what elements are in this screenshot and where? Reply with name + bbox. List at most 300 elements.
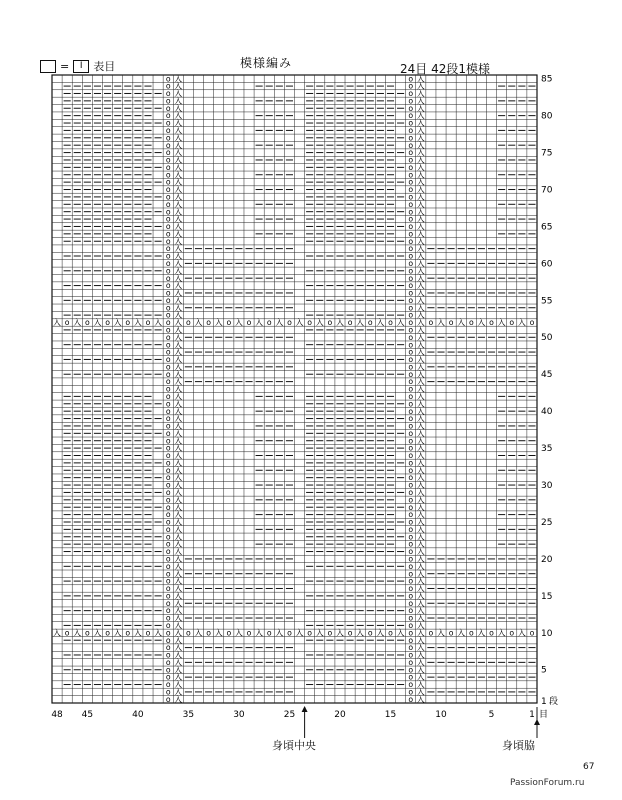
row-number: 30 bbox=[541, 481, 553, 492]
decrease-symbol: o bbox=[165, 103, 171, 113]
decrease-symbol: 入 bbox=[457, 628, 466, 638]
decrease-symbol: 入 bbox=[416, 214, 425, 224]
decrease-symbol: o bbox=[529, 318, 535, 328]
decrease-symbol: 入 bbox=[416, 502, 425, 512]
decrease-symbol: o bbox=[165, 584, 171, 594]
decrease-symbol: o bbox=[165, 643, 171, 653]
decrease-symbol: o bbox=[468, 318, 474, 328]
decrease-symbol: 入 bbox=[174, 465, 183, 475]
decrease-symbol: o bbox=[408, 273, 414, 283]
decrease-symbol: 入 bbox=[416, 414, 425, 424]
decrease-symbol: 入 bbox=[174, 539, 183, 549]
decrease-symbol: o bbox=[408, 584, 414, 594]
decrease-symbol: 入 bbox=[174, 288, 183, 298]
decrease-symbol: o bbox=[165, 591, 171, 601]
decrease-symbol: 入 bbox=[174, 318, 183, 328]
decrease-symbol: 入 bbox=[416, 377, 425, 387]
decrease-symbol: o bbox=[408, 347, 414, 357]
decrease-symbol: 入 bbox=[174, 236, 183, 246]
decrease-symbol: 入 bbox=[416, 554, 425, 564]
decrease-symbol: o bbox=[165, 310, 171, 320]
decrease-symbol: o bbox=[165, 524, 171, 534]
decrease-symbol: 入 bbox=[416, 458, 425, 468]
decrease-symbol: 入 bbox=[174, 650, 183, 660]
stitch-number: 20 bbox=[334, 710, 346, 720]
decrease-symbol: 入 bbox=[517, 628, 526, 638]
decrease-symbol: o bbox=[165, 199, 171, 209]
row-number: 10 bbox=[541, 628, 553, 639]
decrease-symbol: o bbox=[105, 628, 110, 638]
decrease-symbol: 入 bbox=[416, 635, 425, 645]
decrease-symbol: o bbox=[165, 258, 171, 268]
decrease-symbol: o bbox=[408, 318, 414, 328]
decrease-symbol: o bbox=[428, 318, 434, 328]
decrease-symbol: o bbox=[105, 318, 110, 328]
decrease-symbol: o bbox=[388, 628, 393, 638]
decrease-symbol: o bbox=[165, 473, 171, 483]
decrease-symbol: 入 bbox=[134, 628, 142, 638]
decrease-symbol: o bbox=[165, 111, 171, 121]
decrease-symbol: o bbox=[165, 325, 171, 335]
decrease-symbol: o bbox=[408, 362, 414, 372]
stitch-number: 30 bbox=[233, 710, 245, 720]
decrease-symbol: 入 bbox=[416, 391, 425, 401]
decrease-symbol: 入 bbox=[416, 488, 425, 498]
decrease-symbol: 入 bbox=[174, 103, 183, 113]
decrease-symbol: o bbox=[165, 406, 171, 416]
decrease-symbol: o bbox=[165, 436, 171, 446]
row-number: 75 bbox=[541, 148, 553, 159]
decrease-symbol: o bbox=[408, 598, 414, 608]
decrease-symbol: 入 bbox=[416, 81, 425, 91]
decrease-symbol: 入 bbox=[174, 81, 183, 91]
row-number: 40 bbox=[541, 407, 553, 418]
decrease-symbol: o bbox=[186, 318, 191, 328]
decrease-symbol: 入 bbox=[174, 524, 183, 534]
decrease-symbol: o bbox=[408, 310, 414, 320]
row-number: 85 bbox=[541, 74, 553, 85]
decrease-symbol: 入 bbox=[174, 569, 183, 579]
decrease-symbol: 入 bbox=[275, 318, 284, 328]
decrease-symbol: 入 bbox=[174, 244, 183, 254]
decrease-symbol: 入 bbox=[416, 244, 425, 254]
decrease-symbol: 入 bbox=[416, 576, 425, 586]
chart-subtitle: 24目 42段1模様 bbox=[400, 62, 490, 76]
decrease-symbol: 入 bbox=[336, 318, 344, 328]
decrease-symbol: 入 bbox=[416, 103, 425, 113]
decrease-symbol: 入 bbox=[174, 657, 183, 667]
row-number: 45 bbox=[541, 370, 553, 381]
decrease-symbol: 入 bbox=[477, 628, 486, 638]
decrease-symbol: 入 bbox=[416, 569, 425, 579]
stitch-number: 10 bbox=[435, 710, 447, 720]
row-unit: 段 bbox=[549, 697, 559, 707]
decrease-symbol: o bbox=[165, 635, 171, 645]
decrease-symbol: o bbox=[165, 561, 171, 571]
decrease-symbol: o bbox=[408, 672, 414, 682]
decrease-symbol: 入 bbox=[416, 140, 425, 150]
stitch-unit: 目 bbox=[539, 710, 549, 720]
watermark: PassionForum.ru bbox=[510, 778, 585, 788]
decrease-symbol: o bbox=[408, 155, 414, 165]
decrease-symbol: 入 bbox=[416, 89, 425, 99]
decrease-symbol: o bbox=[408, 680, 414, 690]
decrease-symbol: 入 bbox=[416, 148, 425, 158]
decrease-symbol: 入 bbox=[174, 421, 183, 431]
decrease-symbol: o bbox=[165, 414, 171, 424]
decrease-symbol: 入 bbox=[93, 628, 102, 638]
decrease-symbol: 入 bbox=[295, 628, 304, 638]
decrease-symbol: o bbox=[408, 613, 414, 623]
decrease-symbol: o bbox=[165, 480, 171, 490]
decrease-symbol: 入 bbox=[174, 687, 183, 697]
decrease-symbol: 入 bbox=[174, 598, 183, 608]
decrease-symbol: 入 bbox=[416, 288, 425, 298]
decrease-symbol: 入 bbox=[174, 473, 183, 483]
decrease-symbol: 入 bbox=[174, 399, 183, 409]
decrease-symbol: 入 bbox=[174, 384, 183, 394]
decrease-symbol: 入 bbox=[416, 680, 425, 690]
decrease-symbol: o bbox=[408, 303, 414, 313]
decrease-symbol: 入 bbox=[315, 318, 324, 328]
decrease-symbol: o bbox=[165, 369, 171, 379]
decrease-symbol: o bbox=[64, 318, 70, 328]
decrease-symbol: o bbox=[165, 125, 171, 135]
decrease-symbol: o bbox=[408, 480, 414, 490]
decrease-symbol: o bbox=[165, 318, 171, 328]
row-number: 80 bbox=[541, 111, 553, 122]
decrease-symbol: 入 bbox=[174, 125, 183, 135]
decrease-symbol: o bbox=[408, 495, 414, 505]
decrease-symbol: o bbox=[408, 406, 414, 416]
decrease-symbol: 入 bbox=[275, 628, 284, 638]
decrease-symbol: o bbox=[165, 569, 171, 579]
decrease-symbol: o bbox=[165, 428, 171, 438]
decrease-symbol: 入 bbox=[73, 628, 82, 638]
decrease-symbol: o bbox=[408, 451, 414, 461]
decrease-symbol: o bbox=[165, 687, 171, 697]
decrease-symbol: o bbox=[408, 510, 414, 520]
decrease-symbol: o bbox=[509, 318, 515, 328]
decrease-symbol: o bbox=[408, 214, 414, 224]
decrease-symbol: 入 bbox=[517, 318, 526, 328]
decrease-symbol: o bbox=[145, 628, 151, 638]
decrease-symbol: o bbox=[165, 665, 171, 675]
decrease-symbol: o bbox=[266, 318, 272, 328]
decrease-symbol: 入 bbox=[174, 635, 183, 645]
decrease-symbol: o bbox=[448, 628, 454, 638]
row-number: 1 bbox=[541, 697, 547, 707]
decrease-symbol: o bbox=[165, 539, 171, 549]
decrease-symbol: 入 bbox=[53, 318, 61, 328]
decrease-symbol: 入 bbox=[416, 222, 425, 232]
decrease-symbol: o bbox=[165, 598, 171, 608]
decrease-symbol: o bbox=[165, 347, 171, 357]
decrease-symbol: o bbox=[64, 628, 70, 638]
decrease-symbol: 入 bbox=[174, 391, 183, 401]
decrease-symbol: o bbox=[165, 148, 171, 158]
decrease-symbol: o bbox=[408, 244, 414, 254]
decrease-symbol: o bbox=[246, 318, 252, 328]
decrease-symbol: 入 bbox=[174, 74, 183, 84]
stitch-number: 1 bbox=[529, 710, 535, 720]
decrease-symbol: 入 bbox=[174, 680, 183, 690]
decrease-symbol: o bbox=[428, 628, 434, 638]
decrease-symbol: o bbox=[165, 155, 171, 165]
decrease-symbol: o bbox=[408, 111, 414, 121]
decrease-symbol: o bbox=[165, 185, 171, 195]
decrease-symbol: o bbox=[408, 606, 414, 616]
decrease-symbol: 入 bbox=[174, 621, 183, 631]
decrease-symbol: 入 bbox=[416, 133, 425, 143]
decrease-symbol: 入 bbox=[174, 613, 183, 623]
decrease-symbol: o bbox=[408, 436, 414, 446]
decrease-symbol: 入 bbox=[174, 480, 183, 490]
decrease-symbol: 入 bbox=[416, 96, 425, 106]
decrease-symbol: o bbox=[165, 266, 171, 276]
decrease-symbol: o bbox=[165, 162, 171, 172]
row-number: 55 bbox=[541, 296, 553, 307]
decrease-symbol: 入 bbox=[416, 621, 425, 631]
decrease-symbol: 入 bbox=[437, 628, 445, 638]
decrease-symbol: o bbox=[165, 377, 171, 387]
decrease-symbol: o bbox=[165, 118, 171, 128]
decrease-symbol: 入 bbox=[174, 510, 183, 520]
decrease-symbol: 入 bbox=[416, 281, 425, 291]
decrease-symbol: o bbox=[165, 532, 171, 542]
decrease-symbol: 入 bbox=[416, 347, 425, 357]
decrease-symbol: o bbox=[165, 606, 171, 616]
decrease-symbol: o bbox=[246, 628, 252, 638]
decrease-symbol: o bbox=[408, 473, 414, 483]
decrease-symbol: o bbox=[165, 680, 171, 690]
decrease-symbol: 入 bbox=[174, 281, 183, 291]
decrease-symbol: 入 bbox=[174, 576, 183, 586]
decrease-symbol: 入 bbox=[174, 133, 183, 143]
decrease-symbol: 入 bbox=[416, 473, 425, 483]
decrease-symbol: 入 bbox=[174, 199, 183, 209]
decrease-symbol: 入 bbox=[416, 606, 425, 616]
decrease-symbol: o bbox=[408, 185, 414, 195]
decrease-symbol: 入 bbox=[416, 495, 425, 505]
decrease-symbol: o bbox=[367, 628, 373, 638]
decrease-symbol: o bbox=[226, 318, 232, 328]
decrease-symbol: 入 bbox=[174, 303, 183, 313]
decrease-symbol: o bbox=[165, 362, 171, 372]
decrease-symbol: 入 bbox=[416, 273, 425, 283]
decrease-symbol: o bbox=[408, 377, 414, 387]
decrease-symbol: 入 bbox=[174, 214, 183, 224]
decrease-symbol: o bbox=[408, 488, 414, 498]
decrease-symbol: o bbox=[408, 325, 414, 335]
decrease-symbol: o bbox=[408, 89, 414, 99]
row-number: 35 bbox=[541, 444, 553, 455]
decrease-symbol: o bbox=[186, 628, 191, 638]
decrease-symbol: 入 bbox=[255, 628, 264, 638]
decrease-symbol: o bbox=[408, 524, 414, 534]
decrease-symbol: o bbox=[408, 192, 414, 202]
decrease-symbol: 入 bbox=[174, 502, 183, 512]
decrease-symbol: 入 bbox=[416, 443, 425, 453]
decrease-symbol: 入 bbox=[416, 325, 425, 335]
decrease-symbol: 入 bbox=[416, 428, 425, 438]
decrease-symbol: 入 bbox=[416, 687, 425, 697]
decrease-symbol: o bbox=[408, 414, 414, 424]
decrease-symbol: 入 bbox=[214, 318, 223, 328]
decrease-symbol: 入 bbox=[416, 399, 425, 409]
decrease-symbol: 入 bbox=[174, 694, 183, 704]
decrease-symbol: 入 bbox=[416, 628, 425, 638]
decrease-symbol: 入 bbox=[416, 672, 425, 682]
decrease-symbol: 入 bbox=[416, 657, 425, 667]
decrease-symbol: o bbox=[408, 561, 414, 571]
side-label: 身頃脇 bbox=[502, 739, 535, 752]
decrease-symbol: o bbox=[84, 628, 90, 638]
decrease-symbol: 入 bbox=[174, 488, 183, 498]
row-number: 15 bbox=[541, 591, 553, 602]
decrease-symbol: o bbox=[408, 229, 414, 239]
decrease-symbol: o bbox=[408, 458, 414, 468]
decrease-symbol: 入 bbox=[416, 362, 425, 372]
decrease-symbol: 入 bbox=[315, 628, 324, 638]
decrease-symbol: o bbox=[165, 517, 171, 527]
decrease-symbol: 入 bbox=[416, 510, 425, 520]
decrease-symbol: 入 bbox=[416, 539, 425, 549]
decrease-symbol: 入 bbox=[174, 89, 183, 99]
decrease-symbol: o bbox=[165, 273, 171, 283]
decrease-symbol: 入 bbox=[174, 185, 183, 195]
decrease-symbol: o bbox=[165, 89, 171, 99]
decrease-symbol: 入 bbox=[255, 318, 264, 328]
decrease-symbol: o bbox=[408, 628, 414, 638]
decrease-symbol: 入 bbox=[174, 118, 183, 128]
decrease-symbol: o bbox=[408, 428, 414, 438]
decrease-symbol: 入 bbox=[174, 665, 183, 675]
stitch-number: 35 bbox=[182, 710, 195, 720]
decrease-symbol: o bbox=[125, 318, 131, 328]
decrease-symbol: o bbox=[388, 318, 393, 328]
decrease-symbol: o bbox=[408, 517, 414, 527]
decrease-symbol: o bbox=[448, 318, 454, 328]
decrease-symbol: o bbox=[408, 281, 414, 291]
decrease-symbol: 入 bbox=[174, 207, 183, 217]
decrease-symbol: o bbox=[165, 355, 171, 365]
decrease-symbol: 入 bbox=[174, 355, 183, 365]
decrease-symbol: 入 bbox=[416, 436, 425, 446]
decrease-symbol: o bbox=[165, 451, 171, 461]
decrease-symbol: o bbox=[408, 266, 414, 276]
decrease-symbol: o bbox=[408, 399, 414, 409]
decrease-symbol: 入 bbox=[416, 332, 425, 342]
page-number: 67 bbox=[583, 762, 595, 772]
decrease-symbol: 入 bbox=[174, 517, 183, 527]
decrease-symbol: o bbox=[165, 207, 171, 217]
decrease-symbol: o bbox=[347, 628, 353, 638]
decrease-symbol: o bbox=[408, 251, 414, 261]
decrease-symbol: o bbox=[408, 391, 414, 401]
decrease-symbol: o bbox=[165, 236, 171, 246]
decrease-symbol: 入 bbox=[416, 598, 425, 608]
decrease-symbol: o bbox=[408, 96, 414, 106]
decrease-symbol: 入 bbox=[174, 251, 183, 261]
decrease-symbol: o bbox=[165, 332, 171, 342]
decrease-symbol: 入 bbox=[416, 517, 425, 527]
decrease-symbol: o bbox=[287, 628, 292, 638]
decrease-symbol: 入 bbox=[174, 148, 183, 158]
decrease-symbol: 入 bbox=[416, 207, 425, 217]
decrease-symbol: 入 bbox=[174, 310, 183, 320]
decrease-symbol: o bbox=[408, 199, 414, 209]
decrease-symbol: 入 bbox=[174, 377, 183, 387]
decrease-symbol: 入 bbox=[174, 414, 183, 424]
decrease-symbol: o bbox=[165, 694, 171, 704]
decrease-symbol: o bbox=[165, 251, 171, 261]
decrease-symbol: 入 bbox=[416, 524, 425, 534]
decrease-symbol: 入 bbox=[416, 643, 425, 653]
decrease-symbol: o bbox=[165, 133, 171, 143]
decrease-symbol: 入 bbox=[416, 591, 425, 601]
decrease-symbol: 入 bbox=[174, 177, 183, 187]
decrease-symbol: o bbox=[165, 303, 171, 313]
stitch-number: 5 bbox=[488, 710, 495, 720]
decrease-symbol: o bbox=[408, 288, 414, 298]
decrease-symbol: o bbox=[408, 384, 414, 394]
decrease-symbol: o bbox=[408, 103, 414, 113]
decrease-symbol: 入 bbox=[174, 347, 183, 357]
decrease-symbol: o bbox=[327, 628, 333, 638]
decrease-symbol: o bbox=[408, 635, 414, 645]
decrease-symbol: o bbox=[165, 214, 171, 224]
decrease-symbol: o bbox=[307, 628, 313, 638]
stitch-number: 40 bbox=[132, 710, 144, 720]
decrease-symbol: o bbox=[408, 125, 414, 135]
decrease-symbol: o bbox=[165, 650, 171, 660]
decrease-symbol: o bbox=[408, 133, 414, 143]
row-number: 5 bbox=[541, 665, 547, 676]
center-arrow-head bbox=[302, 706, 308, 712]
decrease-symbol: 入 bbox=[174, 436, 183, 446]
stitch-number: 15 bbox=[384, 710, 397, 720]
decrease-symbol: o bbox=[206, 628, 211, 638]
decrease-symbol: o bbox=[408, 222, 414, 232]
decrease-symbol: 入 bbox=[174, 369, 183, 379]
decrease-symbol: o bbox=[165, 399, 171, 409]
decrease-symbol: 入 bbox=[174, 428, 183, 438]
decrease-symbol: 入 bbox=[416, 236, 425, 246]
decrease-symbol: 入 bbox=[416, 369, 425, 379]
decrease-symbol: 入 bbox=[416, 465, 425, 475]
decrease-symbol: 入 bbox=[174, 96, 183, 106]
decrease-symbol: 入 bbox=[497, 318, 506, 328]
decrease-symbol: 入 bbox=[416, 561, 425, 571]
decrease-symbol: 入 bbox=[174, 170, 183, 180]
decrease-symbol: o bbox=[408, 665, 414, 675]
decrease-symbol: o bbox=[206, 318, 211, 328]
decrease-symbol: 入 bbox=[154, 318, 162, 328]
decrease-symbol: 入 bbox=[416, 192, 425, 202]
decrease-symbol: o bbox=[408, 694, 414, 704]
decrease-symbol: 入 bbox=[416, 406, 425, 416]
decrease-symbol: o bbox=[347, 318, 353, 328]
decrease-symbol: o bbox=[408, 340, 414, 350]
decrease-symbol: o bbox=[165, 554, 171, 564]
decrease-symbol: o bbox=[165, 96, 171, 106]
decrease-symbol: 入 bbox=[174, 451, 183, 461]
row-number: 60 bbox=[541, 259, 553, 270]
decrease-symbol: 入 bbox=[477, 318, 486, 328]
decrease-symbol: o bbox=[165, 288, 171, 298]
stitch-number: 48 bbox=[51, 710, 63, 720]
